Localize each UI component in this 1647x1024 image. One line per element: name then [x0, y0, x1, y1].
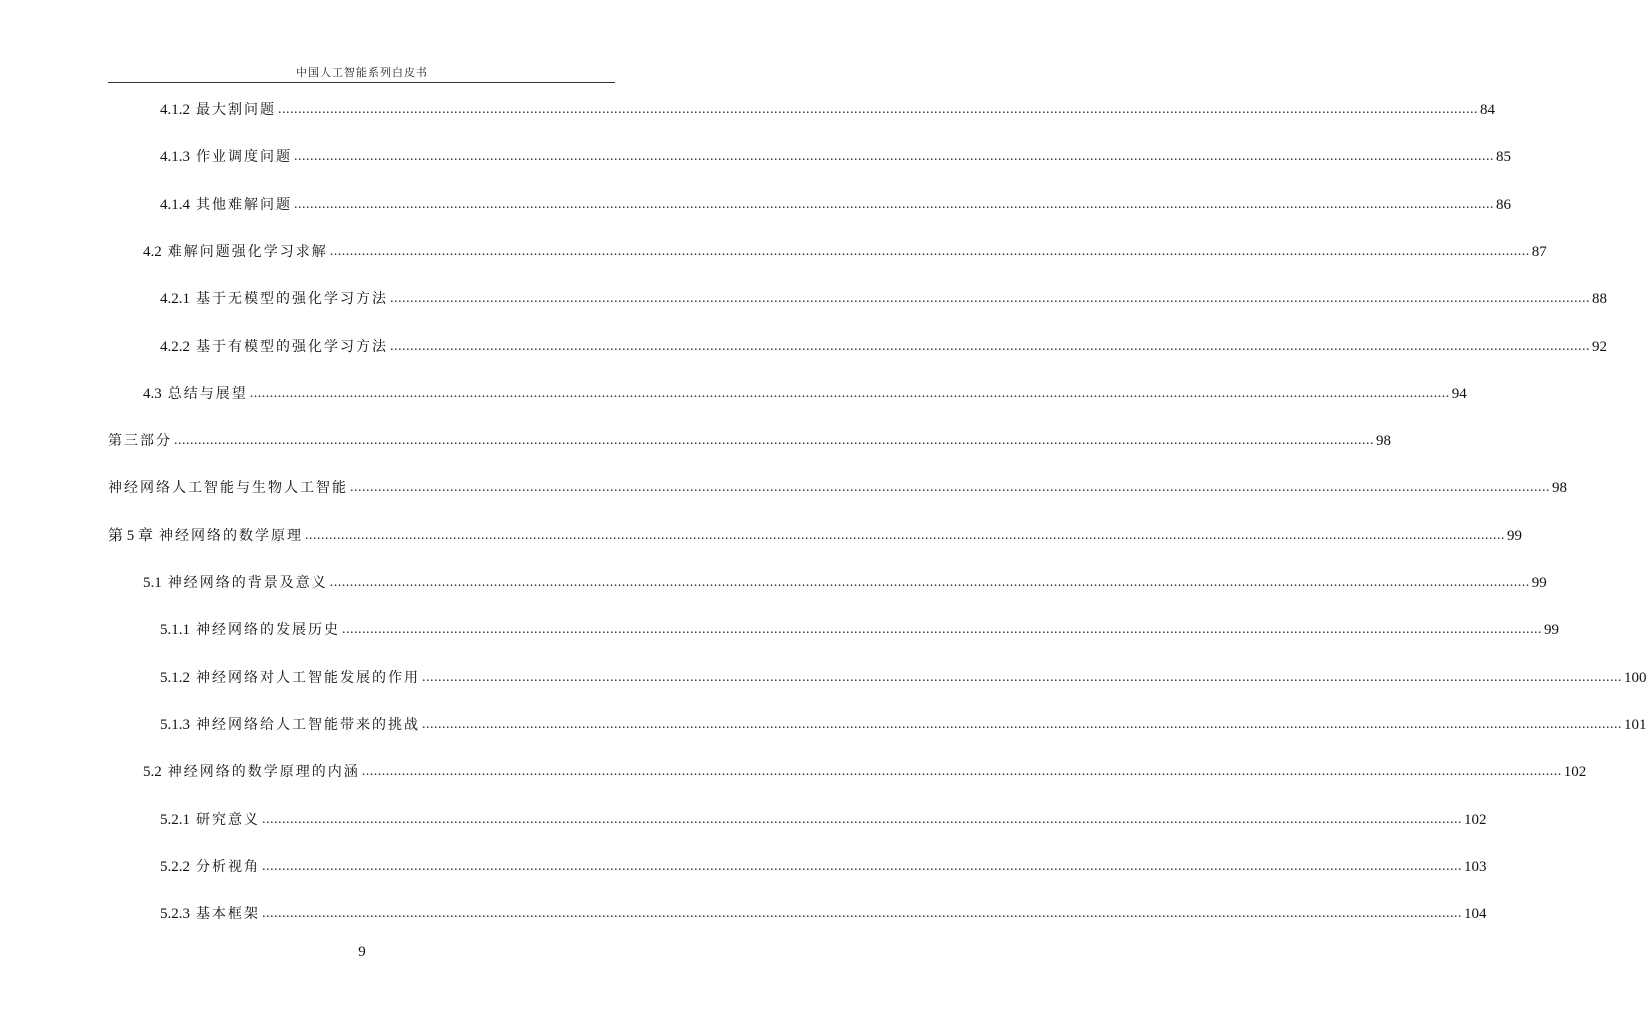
toc-entry-page: 99 — [1507, 527, 1523, 544]
toc-entry[interactable] — [160, 285, 1607, 309]
toc-entry-page: 102 — [1464, 811, 1487, 828]
toc-dot-leader: ............................................................................................................................................................................................................................................................................................................ — [174, 433, 1374, 449]
toc-entry-page: 86 — [1496, 196, 1511, 213]
toc-entry-heading — [160, 195, 292, 215]
toc-entry-heading — [160, 620, 340, 640]
toc-entry-number: 5.2.1 — [160, 811, 190, 828]
toc-entry-title: 神经网络给人工智能带来的挑战 — [196, 716, 420, 733]
toc-entry-number: 第 5 章 — [108, 527, 154, 544]
toc-entry-page: 102 — [1563, 764, 1587, 781]
toc-entry-title: 基本框架 — [196, 906, 260, 923]
toc-dot-leader: ............................................................................................................................................................................................................................................................................................................ — [422, 669, 1622, 685]
toc-entry-title: 最大割问题 — [196, 102, 276, 118]
toc-entry[interactable] — [108, 522, 1523, 546]
toc-entry-page: 101 — [1624, 716, 1647, 733]
toc-entry-page: 103 — [1464, 858, 1487, 875]
toc-entry[interactable] — [160, 853, 1487, 877]
toc-entry-title: 研究意义 — [196, 811, 260, 828]
toc-entry-number: 4.1.4 — [160, 196, 190, 213]
toc-entry[interactable] — [160, 900, 1487, 924]
toc-entry-title: 第三部分 — [108, 433, 172, 450]
toc-dot-leader: ............................................................................................................................................................................................................................................................................................................ — [262, 811, 1462, 827]
toc-entry-page: 104 — [1464, 906, 1487, 923]
toc-entry[interactable] — [143, 380, 1467, 404]
toc-entry-page: 92 — [1592, 338, 1607, 355]
toc-entry[interactable] — [160, 616, 1559, 640]
toc-entry-page: 88 — [1592, 291, 1607, 308]
toc-entry-heading — [143, 762, 360, 782]
toc-entry-title: 基于有模型的强化学习方法 — [196, 338, 388, 355]
toc-entry-page: 84 — [1480, 102, 1495, 118]
toc-dot-leader: ............................................................................................................................................................................................................................................................................................................ — [390, 338, 1590, 354]
header-rule — [108, 82, 615, 83]
toc-entry[interactable] — [108, 427, 1391, 451]
toc-entry[interactable] — [160, 191, 1511, 215]
toc-entry-number: 4.2 — [143, 243, 162, 260]
toc-dot-leader: ............................................................................................................................................................................................................................................................................................................ — [262, 858, 1462, 874]
toc-dot-leader: ............................................................................................................................................................................................................................................................................................................ — [249, 385, 1450, 401]
toc-entry[interactable] — [160, 96, 1495, 120]
toc-dot-leader: ............................................................................................................................................................................................................................................................................................................ — [294, 196, 1494, 212]
toc-entry-heading — [160, 904, 260, 924]
toc-entry-page: 98 — [1376, 433, 1391, 450]
toc-entry[interactable] — [143, 569, 1547, 593]
toc-entry-page: 99 — [1544, 622, 1559, 639]
toc-entry-title: 其他难解问题 — [196, 196, 292, 213]
toc-entry-heading — [108, 478, 348, 498]
toc-dot-leader: ............................................................................................................................................................................................................................................................................................................ — [294, 149, 1494, 165]
toc-entry-heading — [160, 100, 276, 120]
toc-dot-leader: ............................................................................................................................................................................................................................................................................................................ — [329, 575, 1530, 590]
toc-dot-leader: ............................................................................................................................................................................................................................................................................................................ — [262, 906, 1462, 922]
toc-entry-title: 作业调度问题 — [196, 149, 292, 166]
toc-entry[interactable] — [160, 143, 1511, 167]
toc-entry-heading — [160, 147, 292, 167]
toc-entry[interactable] — [143, 758, 1587, 782]
toc-entry-page: 85 — [1496, 149, 1511, 166]
toc-entry-number: 5.2.2 — [160, 858, 190, 875]
toc-dot-leader: ............................................................................................................................................................................................................................................................................................................ — [305, 527, 1506, 543]
toc-entry-number: 5.1 — [143, 575, 162, 591]
toc-entry-heading — [108, 431, 172, 451]
toc-entry-title: 分析视角 — [196, 858, 260, 875]
toc-dot-leader: ............................................................................................................................................................................................................................................................................................................ — [342, 622, 1542, 638]
toc-entry-number: 5.1.1 — [160, 622, 190, 639]
toc-entry-number: 4.2.2 — [160, 338, 190, 355]
toc-entry-number: 5.1.2 — [160, 669, 190, 686]
toc-entry-number: 4.3 — [143, 385, 162, 402]
toc-entry[interactable] — [160, 333, 1607, 357]
toc-entry-title: 神经网络人工智能与生物人工智能 — [108, 480, 348, 497]
toc-entry-page: 98 — [1552, 480, 1567, 497]
toc-entry-heading — [143, 573, 328, 593]
toc-entry-number: 5.2 — [143, 764, 162, 781]
toc-entry-title: 神经网络的发展历史 — [196, 622, 340, 639]
toc-entry-heading — [160, 857, 260, 877]
toc-entry-number: 5.1.3 — [160, 716, 190, 733]
toc-entry-page: 100 — [1624, 669, 1647, 686]
toc-dot-leader: ............................................................................................................................................................................................................................................................................................................ — [422, 716, 1622, 732]
toc-entry-heading — [143, 384, 248, 404]
toc-entry-title: 总结与展望 — [167, 385, 248, 402]
toc-entry-heading — [160, 289, 388, 309]
toc-entry-heading — [143, 242, 328, 262]
toc-entry-heading — [160, 810, 260, 830]
toc-entry-page: 87 — [1531, 243, 1547, 260]
toc-dot-leader: ............................................................................................................................................................................................................................................................................................................ — [278, 102, 1478, 117]
toc-entry[interactable] — [160, 711, 1647, 735]
toc-entry-number: 4.1.2 — [160, 102, 190, 118]
toc-entry-page: 99 — [1531, 575, 1547, 591]
toc-dot-leader: ............................................................................................................................................................................................................................................................................................................ — [361, 764, 1562, 780]
toc-entry[interactable] — [143, 238, 1547, 262]
toc-dot-leader: ............................................................................................................................................................................................................................................................................................................ — [329, 243, 1530, 259]
toc-entry-title: 神经网络的数学原理 — [159, 527, 304, 544]
toc-entry-title: 基于无模型的强化学习方法 — [196, 291, 388, 308]
toc-entry-heading — [160, 337, 388, 357]
running-header: 中国人工智能系列白皮书 — [296, 66, 428, 79]
toc-entry-page: 94 — [1451, 385, 1467, 402]
toc-entry-title: 神经网络的数学原理的内涵 — [167, 764, 360, 781]
toc-dot-leader: ............................................................................................................................................................................................................................................................................................................ — [390, 291, 1590, 307]
toc-entry-number: 4.2.1 — [160, 291, 190, 308]
page-number: 9 — [358, 944, 366, 960]
toc-entry-number: 4.1.3 — [160, 149, 190, 166]
toc-entry-title: 神经网络的背景及意义 — [167, 575, 328, 591]
toc-entry[interactable] — [108, 474, 1567, 498]
toc-entry[interactable] — [160, 806, 1487, 830]
toc-entry-title: 神经网络对人工智能发展的作用 — [196, 669, 420, 686]
toc-entry-title: 难解问题强化学习求解 — [167, 243, 328, 260]
toc-entry-number: 5.2.3 — [160, 906, 190, 923]
toc-entry-heading — [160, 715, 420, 735]
toc-entry-heading — [108, 526, 303, 546]
toc-entry[interactable] — [160, 664, 1647, 688]
toc-dot-leader: ............................................................................................................................................................................................................................................................................................................ — [350, 480, 1550, 496]
toc-entry-heading — [160, 668, 420, 688]
